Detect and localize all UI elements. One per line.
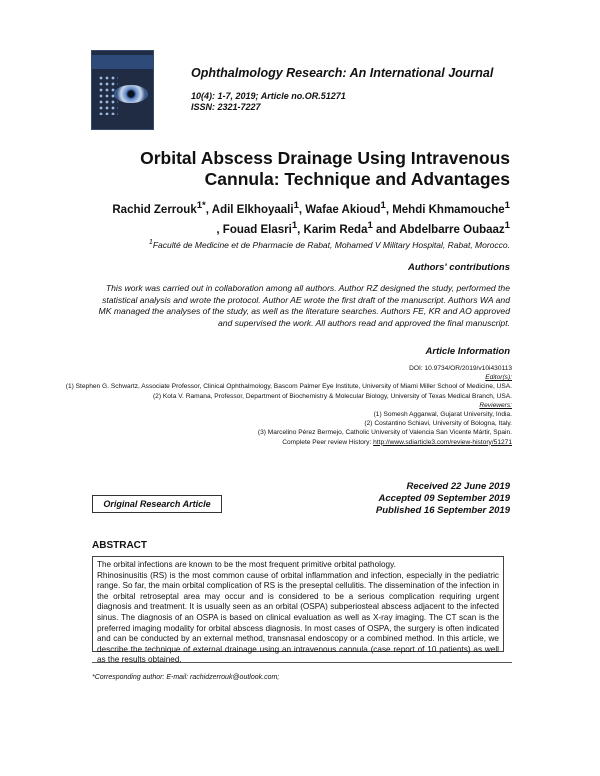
author-sup: 1 [504,219,510,231]
editor-entry: (2) Kota V. Ramana, Professor, Department of Biochemistry & Molecular Biology, University of Texas Medical Branch, USA. [152,392,512,400]
author-line-2 [100,218,510,238]
author-sup: 1 [293,200,299,211]
affiliation [100,238,510,250]
review-history-link[interactable]: http://www.sdiarticle3.com/review-history/51271 [373,438,512,446]
cover-eye-illustration [114,85,148,103]
author-name: , Mehdi Khmamouche [385,203,505,216]
author-name: , Wafae Akioud [298,203,381,216]
journal-name: Ophthalmology Research: An International Journal [191,66,494,80]
reviewer-entry: (3) Marcelino Pérez Bermejo, Catholic University of Valencia San Vicente Mártir, Spain. [257,429,512,437]
accepted-date: Accepted 09 September 2019 [378,492,510,504]
abstract-heading: ABSTRACT [92,540,147,551]
journal-issn: ISSN: 2321-7227 [191,102,261,112]
journal-cover-image [91,50,154,130]
contributions-text: This work was carried out in collaboration among all authors. Author RZ designed the study, performed the statistical analysis and wrote the protocol. Author AE wrote the first draft of the manuscript. Authors WA and MK managed the analyses of the study, as well as the literature searches. Authors FE, KR and AO approved and supervised the work. All authors read and approved the final manuscript. [98,283,510,328]
author-list [100,198,510,238]
editor-entry: (1) Stephen G. Schwartz, Associate Professor, Clinical Ophthalmology, Bascom Palmer Eye Institute, University of Miami Miller School of Medicine, USA. [65,383,512,391]
affiliation-sup: 1 [148,238,153,246]
title-line-2: Cannula: Technique and Advantages [204,169,510,189]
abstract-box [92,556,504,665]
journal-citation: 10(4): 1-7, 2019; Article no.OR.51271 [191,91,346,101]
author-sup: 1* [196,200,206,211]
author-sup: 1 [504,200,510,211]
author-sup: 1 [367,219,373,231]
article-info-block [60,364,512,447]
author-name: Rachid Zerrouk [112,203,197,216]
cover-title-band [92,55,153,69]
affiliation-text: Faculté de Medicine et de Pharmacie de Rabat, Mohamed V Military Hospital, Rabat, Morocco. [152,239,510,250]
author-sup: 1 [291,219,298,231]
title-line-1: Orbital Abscess Drainage Using Intravenous [140,148,510,168]
author-name: , Fouad Elasri [216,223,292,236]
author-name: and Abdelbarre Oubaaz [372,223,505,236]
article-type-badge: Original Research Article [92,495,222,513]
author-name: , Adil Elkhoyaali [205,203,294,216]
reviewers-label: Reviewers: [479,401,512,409]
article-info-heading: Article Information [425,346,510,357]
doi: DOI: 10.9734/OR/2019/v10i430113 [409,365,512,372]
peer-review-history [60,438,512,447]
abstract-paragraph: Rhinosinusitis (RS) is the most common cause of orbital inflammation and infection, especially in the pediatric range. So far, the main orbital complication of RS is the preseptal cellulitis. The dissemination of the infection in the orbital retroseptal area may occur and is considered to be a serious complication requiring urgent diagnosis and treatment. It is usually seen as an orbital (OSPA) subperiosteal abscess adjacent to the infected sinus. The diagnosis of an OSPA is based on clinical evaluation as well as X-ray imaging. The CT scan is the preferred imaging modality for orbital abscess diagnosis. In most cases of OSPA, the surgery is often indicated and can be conducted by an external method, transnasal endoscopy or a combined method. In this article, we describe the technique of external drainage using an intravenous cannula (case report of 10 patients) as well as the results obtained. [97,570,499,665]
author-name: , Karim Reda [297,223,368,236]
reviewer-entry: (2) Costantino Schiavi, University of Bologna, Italy. [364,420,512,428]
publication-dates [376,481,510,516]
journal-citation-block [191,91,346,113]
received-date: Received 22 June 2019 [406,481,510,492]
author-line-1 [100,198,510,218]
reviewer-entry: (1) Somesh Aggarwal, Gujarat University, India. [373,411,512,419]
paper-title [100,148,510,190]
contributions-heading: Authors' contributions [408,262,510,273]
footnote-divider [92,662,512,663]
history-label: Complete Peer review History: [282,438,374,446]
abstract-paragraph: The orbital infections are known to be the most frequent primitive orbital pathology. [97,560,396,569]
editors-label: Editor(s): [485,374,512,382]
author-sup: 1 [380,200,386,211]
published-date: Published 16 September 2019 [375,504,510,516]
corresponding-author-footnote: *Corresponding author: E-mail: rachidzerrouk@outlook.com; [92,674,280,681]
